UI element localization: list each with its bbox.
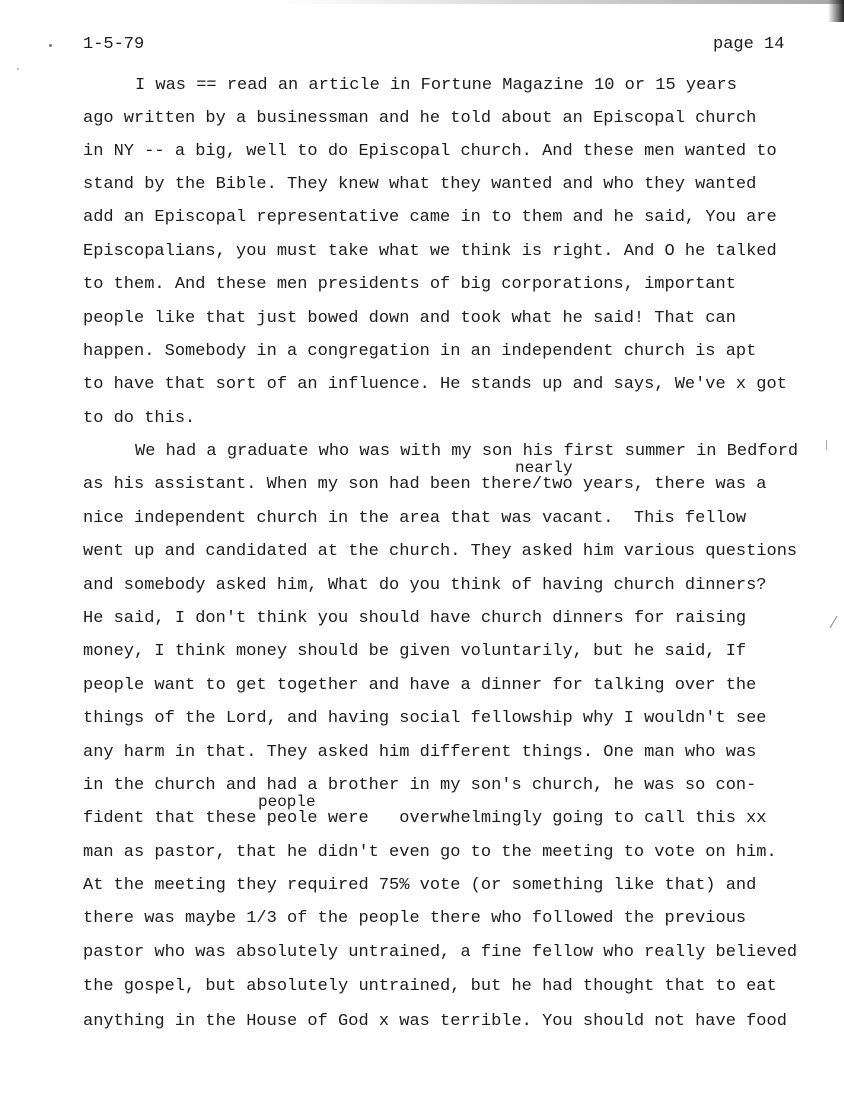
text-line: man as pastor, that he didn't even go to the meeting to vote on him. [83,843,777,862]
text-line: to have that sort of an influence. He stands up and says, We've x got [83,375,787,394]
text-line: fident that these peole were overwhelmingly going to call this xx [83,809,767,828]
scan-corner-shadow [828,0,844,22]
text-line: and somebody asked him, What do you think of having church dinners? [83,576,767,595]
text-line: add an Episcopal representative came in to them and he said, You are [83,208,777,227]
text-line: ago written by a businessman and he told about an Episcopal church [83,109,757,128]
text-line: any harm in that. They asked him different things. One man who was [83,743,757,762]
text-line: nice independent church in the area that was vacant. This fellow [83,509,747,528]
handwritten-insertion-people: people [258,793,316,811]
scan-speck [49,44,52,47]
text-line: to do this. [83,409,196,428]
handwritten-insertion-nearly: nearly [515,459,573,477]
margin-mark [830,616,838,629]
text-line: the gospel, but absolutely untrained, but he had thought that to eat [83,977,777,996]
text-line: in NY -- a big, well to do Episcopal church. And these men wanted to [83,142,777,161]
text-line: At the meeting they required 75% vote (or something like that) and [83,876,757,895]
text-line: Episcopalians, you must take what we think is right. And O he talked [83,242,777,261]
scan-edge-shadow [280,0,844,4]
text-line: anything in the House of God x was terrible. You should not have food [83,1012,787,1031]
text-line: stand by the Bible. They knew what they wanted and who they wanted [83,175,757,194]
scan-speck [17,68,19,70]
text-line: people want to get together and have a dinner for talking over the [83,676,757,695]
text-line: in the church and had a brother in my son's church, he was so con- [83,776,757,795]
margin-mark [826,440,827,450]
text-line: things of the Lord, and having social fellowship why I wouldn't see [83,709,767,728]
text-line: I was == read an article in Fortune Magazine 10 or 15 years [135,76,737,95]
text-line: people like that just bowed down and took what he said! That can [83,309,736,328]
text-line: happen. Somebody in a congregation in an independent church is apt [83,342,757,361]
text-line: as his assistant. When my son had been there/two years, there was a [83,475,767,494]
text-line: He said, I don't think you should have church dinners for raising [83,609,747,628]
text-line: We had a graduate who was with my son his first summer in Bedford [135,442,799,461]
text-line: went up and candidated at the church. They asked him various questions [83,542,798,561]
page-number: page 14 [713,35,785,54]
text-line: to them. And these men presidents of big corporations, important [83,275,736,294]
text-line: money, I think money should be given voluntarily, but he said, If [83,642,747,661]
text-line: pastor who was absolutely untrained, a fine fellow who really believed [83,943,798,962]
text-line: there was maybe 1/3 of the people there who followed the previous [83,909,747,928]
document-date: 1-5-79 [83,35,145,54]
